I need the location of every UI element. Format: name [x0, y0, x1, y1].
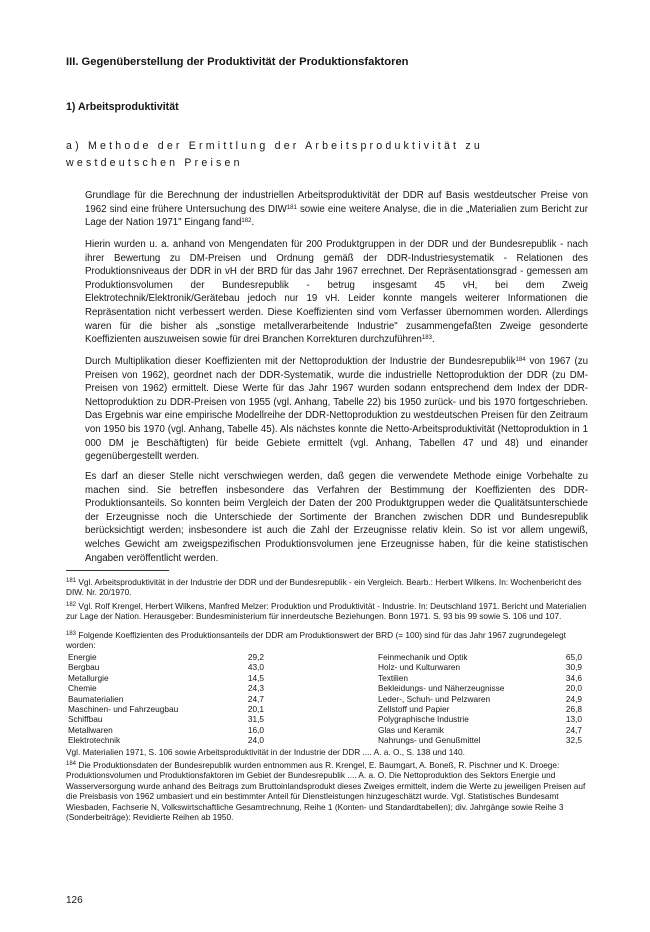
footnote-183-source: Vgl. Materialien 1971, S. 106 sowie Arbeitsproduktivität in der Industrie der DDR .... A. a. O., S. 138 und 140. — [66, 747, 465, 757]
footnote-182: $^{182}$ Vgl. Rolf Krengel, Herbert Wilkens, Manfred Melzer: Produktion und Produktivität - Industrie. In: Deutschland 1971. Bericht und Materialien zur Lage der Nation. Herausgeber: Bundesministerium für innerdeutsche Beziehungen. Bonn 1971. S. 93 bis 99 sowie S. 106 und 107. — [66, 601, 587, 622]
table-row: Bergbau 43,0 Holz- und Kulturwaren 30,9 — [68, 662, 582, 673]
subsubsection-heading: a) Methode der Ermittlung der Arbeitsproduktivität zu westdeutschen Preisen — [66, 140, 483, 169]
section-heading: III. Gegenüberstellung der Produktivität der Produktionsfaktoren — [66, 56, 409, 68]
table-row: Metallurgie 14,5 Textilien 34,6 — [68, 672, 582, 683]
footnote-ref: 182 — [241, 218, 252, 225]
subsection-heading: 1) Arbeitsproduktivität — [66, 101, 179, 113]
paragraph-1: Grundlage für die Berechnung der industriellen Arbeitsproduktivität der DDR auf Basis westdeutscher Preise von 1962 sind eine frühere Untersuchung des DIW$^{181}$ sowie eine weitere Analyse, die in die „Materialien zum Bericht zur Lage der Nation 1971" Eingang fand$^{182}$. — [85, 190, 589, 229]
table-row: Energie 29,2 Feinmechanik und Optik 65,0 — [68, 652, 582, 662]
footnote-ref: 181 — [286, 204, 297, 211]
table-row: Metallwaren 16,0 Glas und Keramik 24,7 — [68, 724, 582, 735]
footnote-ref: 184 — [515, 357, 526, 363]
paragraph-4: Es darf an dieser Stelle nicht verschwiegen werden, daß gegen die verwendete Methode einige Vorbehalte zu machen sind. Sie betreffen insbesondere das Verfahren der Bestimmung der Koeffizienten des DDR-Produktionsanteils. So konnten beim Vergleich der Daten der 200 Produktgruppen weder die Qualitätsunterschiede der Erzeugnisse noch die Unterschiede der Sortimente der Branchen zwischen DDR und Bundesrepublik berücksichtigt werden; insbesondere ist auch die Zahl der Erzeugnisse relativ klein. So ist vor allem ungewiß, welches Gewicht am zweigspezifischen Produktionsvolumen jene Erzeugnisse haben, für die keine statistischen Angaben veröffentlicht werden. — [85, 471, 588, 564]
table-row: Elektrotechnik 24,0 Nahrungs- und Genußmittel 32,5 — [68, 735, 582, 746]
paragraph-3: Durch Multiplikation dieser Koeffizienten mit der Nettoproduktion der Industrie der Bundesrepublik$^{184}$ von 1967 (zu Preisen von 1962), geordnet nach der DDR-Systematik, wurde die industrielle Nettoproduktion der DDR (zu DM-Preisen von 1962) ermittelt. Diese Werte für das Jahr 1967 wurden sodann entsprechend dem Index der DDR-Nettoproduktion zu DDR-Preisen von 1955 (vgl. Anhang, Tabelle 22) bis 1950 zurück- und bis 1970 fortgeschrieben. Das Ergebnis war eine empirische Modellreihe der DDR-Nettoproduktion zu westdeutschen Preisen für den Zeitraum von 1950 bis 1970 (vgl. Anhang, Tabelle 45). Als nächstes konnte die Netto-Arbeitsproduktivität (Nettoproduktion in 1 000 DM je Beschäftigten) für beide Gebiete ermittelt (vgl. Anhang, Tabellen 47 und 48) und einander gegenübergestellt werden. — [85, 356, 588, 463]
footnote-divider — [66, 570, 169, 571]
coefficient-table — [68, 652, 588, 746]
page-number: 126 — [66, 895, 83, 906]
table-row: Chemie 24,3 Bekleidungs- und Näherzeugnisse 20,0 — [68, 683, 582, 694]
table-row: Baumaterialien 24,7 Leder-, Schuh- und Pelzwaren 24,9 — [68, 693, 582, 704]
footnote-183: $^{183}$ Folgende Koeffizienten des Produktionsanteils der DDR am Produktionswert der BRD (= 100) sind für das Jahr 1967 zugrundegelegt worden: — [66, 630, 566, 651]
paragraph-2: Hierin wurden u. a. anhand von Mengendaten für 200 Produktgruppen in der DDR und der Bundesrepublik - nach ihrer Bewertung zu DM-Preisen und Ordnung gemäß der DDR-Industriesystematik - Relationen des Produktionsniveaus der DDR in vH der BRD für das Jahr 1967 errechnet. Der Repräsentationsgrad - gemessen am Produktionsvolumen der Bundesrepublik - betrug insgesamt 45 vH, bei dem Zweig Elektrotechnik/Elektronik/Gerätebau jedoch nur 19 vH. Leider konnte mangels weiterer Informationen die Repräsentation nicht verbessert werden. Diese Koeffizienten sind vom Verfasser übernommen worden. Allerdings waren für die bisher als „sonstige metallverarbeitende Industrie" zusammengefaßten Zweige gesonderte Koeffizienten auszuweisen sowie für drei Branchen Korrekturen durchzuführen$^{183}$. — [85, 239, 588, 346]
footnote-ref: 183 — [421, 335, 432, 342]
table-row: Schiffbau 31,5 Polygraphische Industrie 13,0 — [68, 714, 582, 725]
table-row: Maschinen- und Fahrzeugbau 20,1 Zellstoff und Papier 26,8 — [68, 703, 582, 714]
footnote-181: $^{181}$ Vgl. Arbeitsproduktivität in der Industrie der DDR und der Bundesrepublik - ein Vergleich. Bearb.: Herbert Wilkens. In: Wochenbericht des DIW. Nr. 20/1970. — [66, 577, 582, 598]
footnote-184: $^{184}$ Die Produktionsdaten der Bundesrepublik wurden entnommen aus R. Krengel, E. Baumgart, A. Boneß, R. Pischner und K. Droege: Produktionsvolumen und Produktionsfaktoren im Gebiet der Bundesrepublik .... A. a. O. Die Nettoproduktion des Sektors Energie und Wasserversorgung wurde anhand des Beitrags zum Bruttoinlandsprodukt dieses Zweiges ermittelt, indem die Werte zu jeweiligen Preisen auf die Preisbasis von 1962 umbasiert und ein bestimmter Anteil für Dienstleistungen hinzugeschätzt wurde. Vgl. Statistisches Bundesamt Wiesbaden, Fachserie N, Volkswirtschaftliche Gesamtrechnung, Reihe 1 (Konten- und Standardtabellen); div. Jahrgänge sowie Reihe 3 (Sonderbeiträge): Revidierte Reihen ab 1950. — [66, 760, 586, 823]
